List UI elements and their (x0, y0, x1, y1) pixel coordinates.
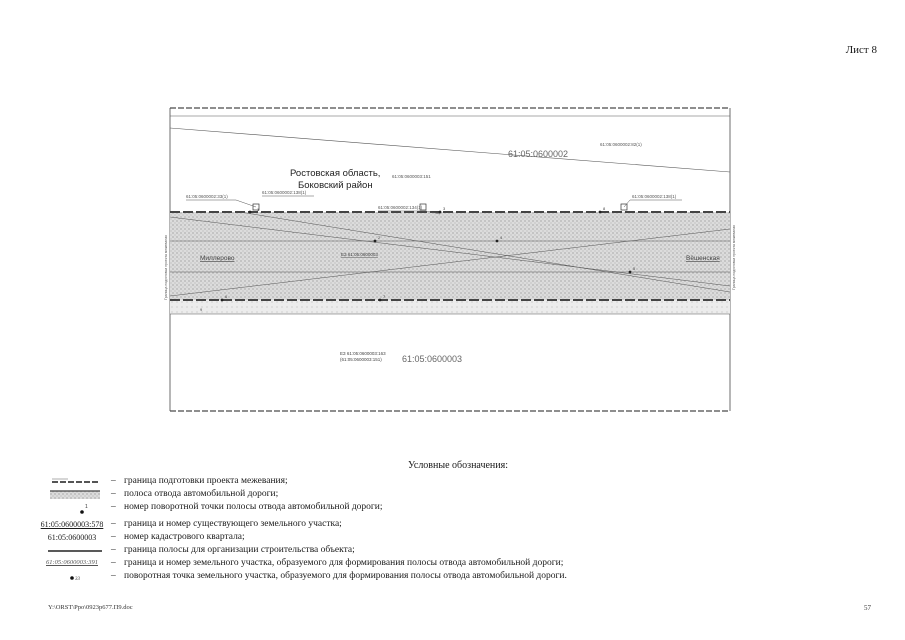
legend-dash: – (111, 532, 116, 542)
legend (38, 476, 738, 584)
legend-item-right-of-way (38, 489, 738, 502)
side-label-left: Граница подготовки проекта межевания (164, 234, 168, 300)
page-number: 57 (864, 604, 871, 612)
legend-dash: – (111, 502, 116, 512)
legend-item-project-boundary (38, 476, 738, 489)
region-label-line1: Ростовская область, (290, 168, 381, 179)
road-parcel-label: ЕЗ 61:05:0600003 (341, 252, 378, 257)
legend-item-cadastral-quarter (38, 532, 738, 545)
legend-title: Условные обозначения: (408, 460, 509, 471)
svg-text:2: 2 (378, 235, 381, 240)
project-boundary-symbol (38, 476, 104, 489)
legend-text: граница и номер земельного участка, образуемого для формирования полосы отвода автомобильной дороги; (124, 558, 564, 568)
svg-text:9: 9 (200, 307, 203, 312)
turning-point-symbol (38, 502, 104, 515)
parcel-label-bottom-1: ЕЗ 61:05:0600003:163 (340, 351, 386, 356)
sheet-label: Лист 8 (845, 44, 877, 56)
parcel-label-right: 61:05:0600002:138(1) (632, 194, 677, 199)
legend-dash: – (111, 476, 116, 486)
village-label-right: Вёшенская (686, 255, 720, 262)
legend-text: граница полосы для организации строительства объекта; (124, 545, 355, 555)
svg-text:4: 4 (500, 235, 503, 240)
svg-text:33: 33 (75, 577, 80, 582)
svg-text:1: 1 (85, 504, 88, 510)
parcel-label-mid: 61:05:0600002:134(1) (378, 205, 423, 210)
svg-text:7: 7 (383, 294, 386, 299)
legend-text: полоса отвода автомобильной дороги; (124, 489, 279, 499)
parcel-label-top: 61:05:0600002:82(1) (600, 142, 642, 147)
cadastral-quarter-symbol: 61:05:0600003 (47, 533, 97, 542)
right-of-way-band (170, 212, 730, 300)
new-parcel-symbol: 61:05:0600003:391 (46, 559, 98, 566)
parcel-markers (253, 204, 627, 210)
legend-item-turning-point (38, 502, 738, 515)
new-parcel-point-symbol (38, 571, 104, 584)
region-label-line2: Боковский район (298, 180, 373, 191)
construction-strip-symbol (38, 545, 104, 558)
construction-strip (170, 300, 730, 314)
side-label-right: Граница подготовки проекта межевания (732, 224, 736, 290)
legend-item-new-parcel-point (38, 571, 738, 584)
quarter-number-top: 61:05:0600002 (508, 149, 569, 159)
parcel-label-bottom-2: (61:05:0600003:151) (340, 357, 382, 362)
svg-text:6: 6 (225, 294, 228, 299)
svg-text:1: 1 (257, 207, 260, 212)
quarter-number-bottom: 61:05:0600003 (402, 354, 463, 364)
legend-dash: – (111, 489, 116, 499)
file-path: Y:\ORST\Ppo\0923p677.П9.doc (48, 604, 133, 611)
parcel-label-left-2: 61:05:0600002:138(1) (262, 190, 307, 195)
legend-text: поворотная точка земельного участка, образуемого для формирования полосы отвода автомобильной дороги. (124, 571, 567, 581)
parcel-label-center: 61:05:0600003:151 (392, 174, 431, 179)
village-label-left: Миллерово (200, 255, 235, 262)
legend-text: граница подготовки проекта межевания; (124, 476, 288, 486)
legend-item-new-parcel (38, 558, 738, 571)
legend-text: граница и номер существующего земельного участка; (124, 519, 342, 529)
legend-dash: – (111, 571, 116, 581)
svg-text:5: 5 (633, 266, 636, 271)
legend-text: номер поворотной точки полосы отвода автомобильной дороги; (124, 502, 383, 512)
parcel-diagonal-boundary (170, 128, 730, 172)
svg-text:3: 3 (443, 206, 446, 211)
existing-parcel-symbol: 61:05:0600003:578 (40, 520, 104, 529)
legend-text: номер кадастрового квартала; (124, 532, 245, 542)
right-of-way-symbol (38, 489, 104, 502)
legend-dash: – (111, 519, 116, 529)
legend-item-construction-strip (38, 545, 738, 558)
legend-dash: – (111, 545, 116, 555)
legend-dash: – (111, 558, 116, 568)
parcel-label-left-top: 61:05:0600002:33(1) (186, 194, 228, 199)
legend-item-existing-parcel (38, 519, 738, 532)
svg-text:8: 8 (603, 206, 606, 211)
